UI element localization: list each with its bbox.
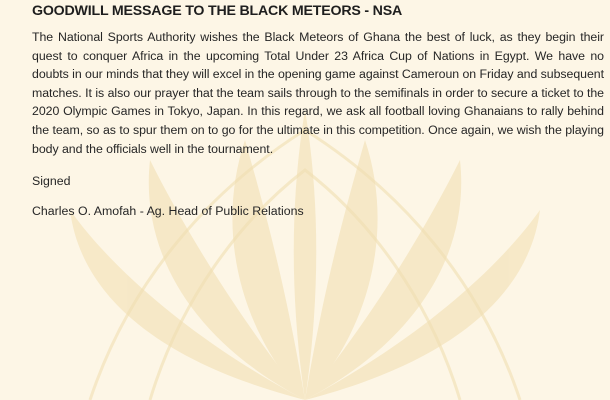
signatory-line: Charles O. Amofah - Ag. Head of Public Relations <box>32 204 304 219</box>
document <box>32 0 604 220</box>
signed-label: Signed <box>32 174 71 189</box>
document-title: GOODWILL MESSAGE TO THE BLACK METEORS - NSA <box>32 3 403 19</box>
message-body: The National Sports Authority wishes the Black Meteors of Ghana the best of luck, as they begin their quest to conquer Africa in the upcoming Total Under 23 Africa Cup of Nations in Egypt. We have no doubts in our minds that they will excel in the opening game against Cameroun on Friday and subsequent matches. It is also our prayer that the team sails through to the semifinals in order to secure a ticket to the 2020 Olympic Games in Tokyo, Japan. In this regard, we ask all football loving Ghanaians to rally behind the team, so as to spur them on to go for the ultimate in this competition. Once again, we wish the playing body and the officials well in the tournament. <box>32 30 604 156</box>
